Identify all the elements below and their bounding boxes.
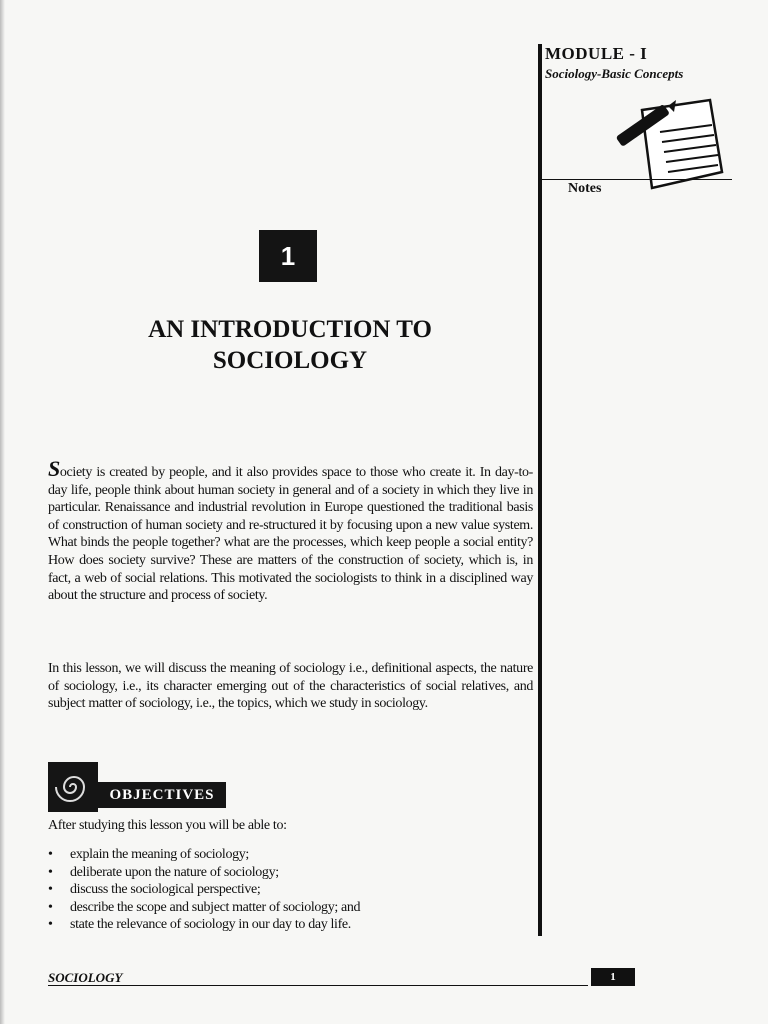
module-subtitle: Sociology-Basic Concepts (545, 66, 684, 81)
scan-edge (0, 0, 5, 1024)
lesson-overview-paragraph: In this lesson, we will discuss the meaning of sociology i.e., definitional aspects, the nature of sociology, i.e., its character emerging out of the characteristics of social relatives, and subject matter of sociology, i.e., the topics, which we study in sociology. (48, 661, 533, 712)
chapter-title-line1: AN INTRODUCTION TO (148, 316, 432, 343)
objectives-intro: After studying this lesson you will be able to: (48, 818, 287, 833)
page-number: 1 (591, 968, 635, 986)
notepad-with-pen-icon (612, 90, 732, 200)
spiral-objectives-icon (48, 762, 98, 812)
objective-item: • deliberate upon the nature of sociology; (48, 864, 360, 882)
drop-cap: S (48, 456, 60, 481)
objective-item: • state the relevance of sociology in our day to day life. (48, 916, 360, 934)
margin-divider (538, 44, 542, 936)
footer-subject: SOCIOLOGY (48, 970, 123, 985)
objectives-list (48, 846, 360, 934)
chapter-title-line2: SOCIOLOGY (212, 347, 368, 374)
intro-paragraph (48, 456, 533, 605)
intro-paragraph-text: ociety is created by people, and it also provides space to those who create it. In day-to-day life, people think about human society in general and of a society in which they live in particular. Renaissance and industrial revolution in Europe questioned the traditional basis of construction of human society and re-structured it by focusing upon a new value system. What binds the people together? what are the processes, which keep people a social entity? How does society survive? These are matters of the construction of society, which is, in fact, a web of social relations. This motivated the sociologists to think in a disciplined way about the structure and process of society. (48, 465, 533, 604)
notes-rule (542, 179, 732, 180)
objective-item: • discuss the sociological perspective; (48, 881, 360, 899)
objective-item: • explain the meaning of sociology; (48, 846, 360, 864)
notes-label: Notes (568, 181, 602, 196)
objective-item: • describe the scope and subject matter of sociology; and (48, 899, 360, 917)
objectives-heading (48, 762, 228, 812)
objectives-label: OBJECTIVES (98, 782, 226, 808)
chapter-title (90, 314, 490, 376)
chapter-number: 1 (259, 230, 317, 282)
footer-rule (48, 985, 588, 986)
module-title: MODULE - I (545, 44, 648, 63)
